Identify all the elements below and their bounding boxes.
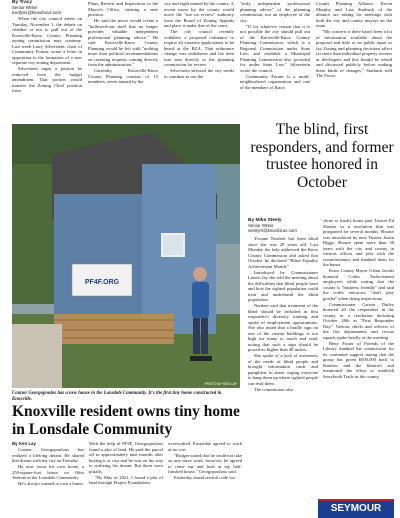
byline-role: Senior Writer bbox=[12, 5, 38, 10]
paragraph: He now owns his own home, a 250-square-foot house on Ohio Avenue in the Lonsdale Community. bbox=[12, 464, 84, 480]
paragraph: County Planning Alliance. Kevin Murphy and Lisa Starbuck of the alliance are asking for meetings with both the city and county mayors on the issue. bbox=[316, 1, 392, 28]
paragraph: "If for whatever reason that it is not possible the city should pull out of the Knoxville-Knox County Planning Commission, which is a Regional Commission under State Law, and establish a Municipal Planning Commission also provided for under State Law," Silverstein wrote the council. bbox=[240, 23, 310, 73]
paragraph: Community Forum is a multi-neighborhood organization and one of the members of Knox bbox=[240, 73, 310, 90]
top-story-col-2 bbox=[88, 1, 158, 120]
main-story-col-3 bbox=[168, 441, 242, 516]
main-story-byline: By Ken Lay bbox=[12, 441, 36, 446]
sign-text: PF4F.ORG bbox=[84, 279, 120, 286]
side-story-col-b bbox=[323, 218, 394, 497]
main-story-headline: Knoxville resident owns tiny home in Lonsdale Community bbox=[12, 403, 240, 438]
paragraph: Connor Georgopoulous has realized a lifelong dream. He shared that dream with the city on Tuesday. bbox=[12, 447, 84, 463]
paragraph: chose to finally honor past Trustee Ed Shouse in a resolution that was postponed for several months. Shouse was introduced by new Trustee Justin Biggs. Shouse spent more than 30 years with the city and county in various offices and jobs with the commissioners and thanked them for the honor. bbox=[323, 218, 394, 267]
paragraph: Easterday found several code vio- bbox=[174, 475, 237, 480]
side-story-col-a bbox=[248, 236, 318, 498]
side-story-byline bbox=[248, 218, 328, 233]
paragraph: city and eight named by the county. A recent move by the county would move the "use on review" authority from the Board of Zoning Appeals and place it under that of the court. bbox=[164, 1, 234, 28]
paragraph: She spoke of a lack of awareness of the needs of blind people and brought information cards and pamphlets to share, urging everyone to hang them up where sighted people can read them. bbox=[248, 353, 318, 386]
paragraph: overworked, Easterday agreed to work at no cost. bbox=[168, 441, 242, 452]
paragraph: Silverstein stressed the city needs to continue to use the bbox=[164, 68, 234, 79]
paragraph: Plans, Review and Inspections to the Mayor's Office, creating a new position. bbox=[88, 1, 158, 17]
paragraph: Silverstein urges a portion be removed from the budget amendment. That portion would transfer the Zoning Chief position from bbox=[12, 66, 82, 93]
top-story-col-4 bbox=[240, 1, 310, 120]
byline-name: By Tracy bbox=[12, 0, 33, 5]
byline-role: Senior Writer bbox=[248, 223, 274, 228]
paragraph: "By May of 2021, I found a plot of land through Project Foundations bbox=[89, 474, 163, 485]
byline-email: tredlyns@knoxfocus.com bbox=[12, 10, 62, 15]
top-story-col-1 bbox=[12, 16, 82, 120]
top-story-byline bbox=[12, 0, 82, 15]
byline-name: By Mike Steely bbox=[248, 218, 282, 223]
paragraph: "My concern is there hasn't been a lot of information available about the proposal and little or no public input so far. Zoning and planning decisions affect far more than individual property owners or developers and this should be vetted and discussed publicly before making these kinds of changes," Starbuck told The Focus. bbox=[316, 29, 392, 78]
main-story-col-2 bbox=[89, 441, 163, 516]
tiny-home-illustration bbox=[12, 124, 240, 388]
paragraph: Knox County Mayor Glenn Jacobs honored Codes Enforcement employees while noting that the county is "business friendly" and said the codes enforcers "don't play gotcha" when doing inspections. bbox=[323, 268, 394, 301]
paragraph: The city council recently withdrew a proposed ordinance to require all variance applications to be heard at the BZA. That ordinance change was withdrawn and the item was sent directly to the planning commission for review. bbox=[164, 29, 234, 67]
paragraph: He said the move would create a "hollowed-out shell that no longer provides valuable independent professional planning advice." He said Knoxville-Knox County Planning would be left with "nothing more than political recommendations on rezoning requests coming directly from the administration." bbox=[88, 18, 158, 67]
paragraph: "truly independent professional planning advice" of the planning commission, not an employee of the city. bbox=[240, 1, 310, 23]
tiny-home-photo bbox=[12, 124, 240, 388]
paragraph: With the help of PF4F, Georgopoulous found a plot of land. He paid the parcel off in approximately nine months after buying it at cost and he was on his way to realizing his dream. But there were pitfalls. bbox=[89, 441, 163, 474]
photo-caption: Connor Georgopoulos has a new house in the Lonsdale Community. It's the first tiny home constructed in Knoxville. bbox=[12, 391, 222, 402]
byline-email: steelym@knoxfocus.com bbox=[248, 228, 297, 233]
paragraph: Betty Foster of Friends of the Library thanked the commission for its continued support noting that the group has given $500,000 back to libraries and the libraries and mentioned the effort to establish Storybook Trails in the county. bbox=[323, 340, 394, 379]
paragraph: When the city council meets on Tuesday, November 1, the debate on whether or not to pull out of the Knoxville-Knox County Planning zoning commission may continue. Last week Larry Silverstein, chair of Community Forum, wrote a letter in opposition to the formation of a new separate city zoning department. bbox=[12, 16, 82, 65]
paragraph: He's always wanted to own a home. bbox=[18, 481, 84, 486]
top-story-col-3 bbox=[164, 1, 234, 120]
paragraph: Yvonne Neubert has been blind since she was 29 years old. Last Monday the lady addressed the Knox County Commission and asked that October be declared "Blind Equality Achievement Month." bbox=[248, 236, 318, 269]
paragraph: Neubert said that treatment of the blind should be included in first responder's diversity training and spoke of employment opportunities. She also noted that a braille sign on one of the county buildings is too high for many to touch and read, noting that such a sign should be posted no higher than 48 inches. bbox=[248, 303, 318, 352]
main-story-col-1 bbox=[12, 447, 84, 516]
paragraph: Introduced by Commissioner Larsen Jay she told the meeting about the difficulties that blind people have and how the sighted population could treat and understand the blind population. bbox=[248, 269, 318, 302]
paragraph: Currently, Knoxville-Knox County Planning consists of 15 members, seven named by the bbox=[88, 68, 158, 84]
top-story-col-5 bbox=[316, 1, 392, 120]
photo-credit: PHOTO BY KEN LAY bbox=[204, 382, 237, 386]
paragraph: Commissioner Carson Dailey honored all the responders in the county in a resolution declaring October 28th as "First Responder Day." Various chiefs and officers of the fire departments and rescue squads spoke briefly at the meeting. bbox=[323, 301, 394, 340]
paragraph: "Rodger stated that he could not take on any more work, however, he agreed to come out and look at my half-finished house," Georgopoulous said. bbox=[168, 452, 242, 474]
side-story-headline: The blind, first responders, and former trustee honored in October bbox=[250, 121, 394, 191]
seymour-ad[interactable]: SEYMOUR bbox=[318, 499, 394, 518]
paragraph: The commission also bbox=[254, 386, 294, 392]
